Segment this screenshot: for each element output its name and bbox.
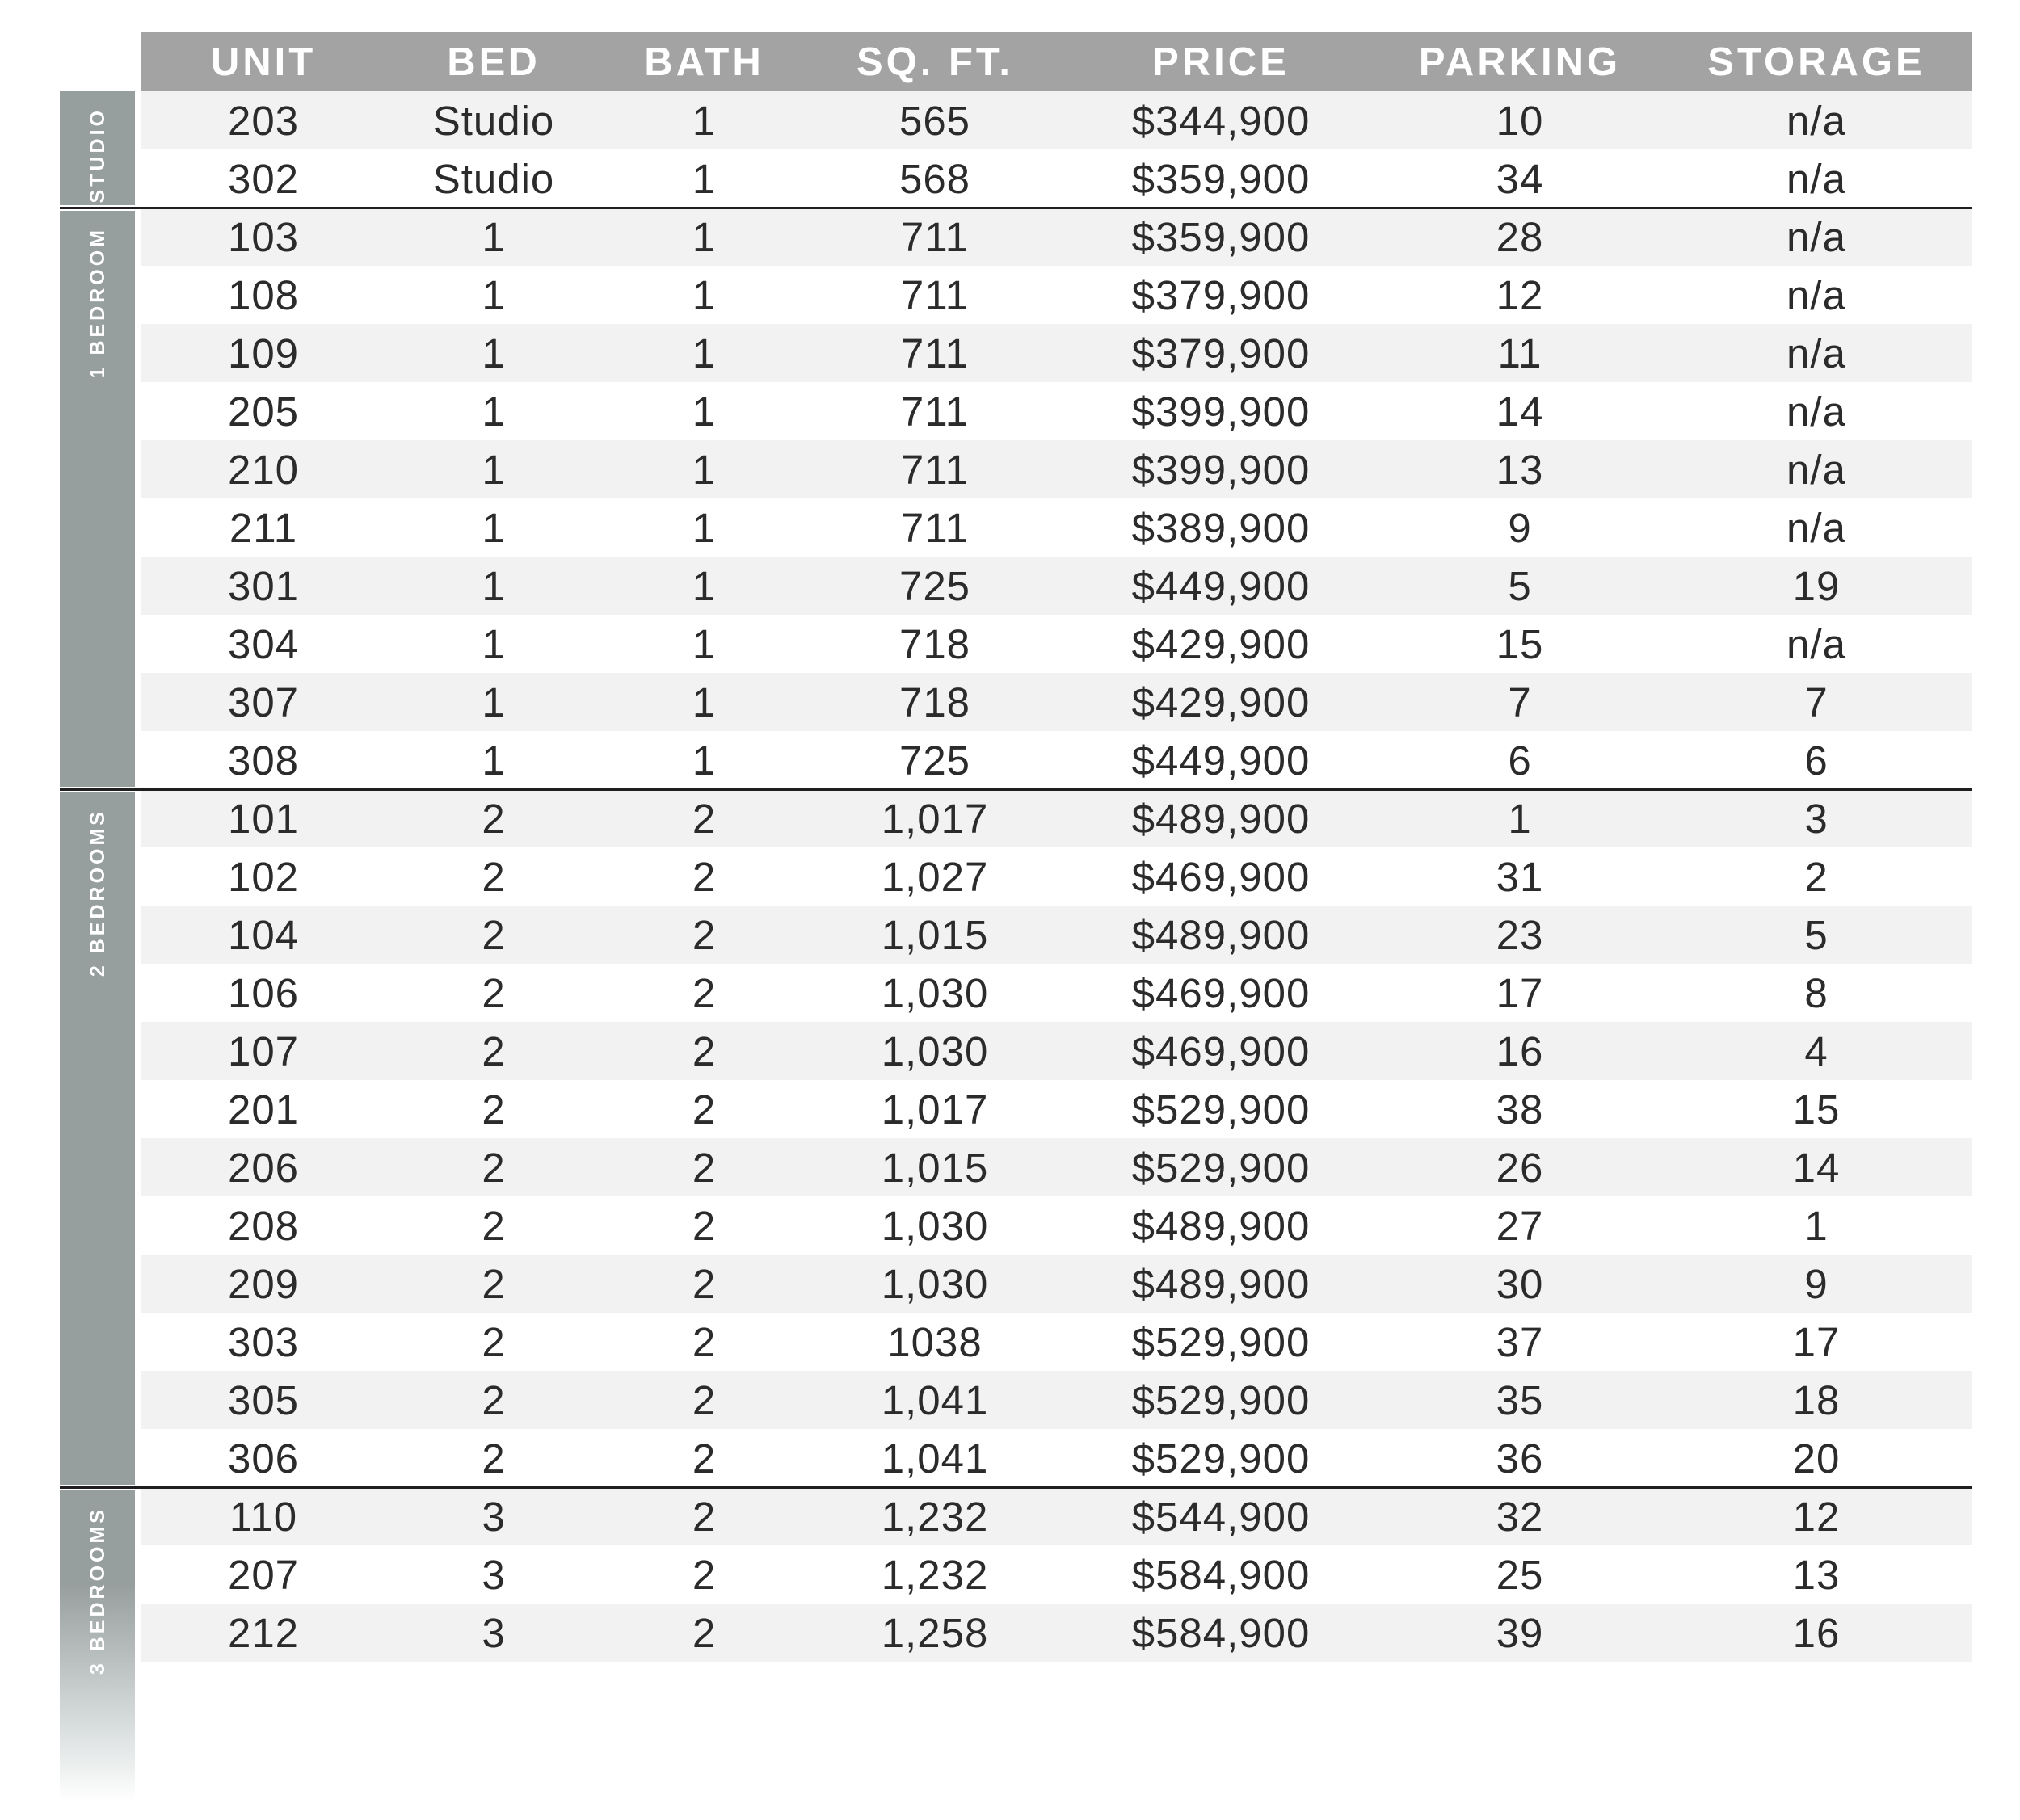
cell-bath: 1 <box>692 388 717 435</box>
cell-storage: 2 <box>1804 853 1829 900</box>
cell-unit: 102 <box>227 853 300 900</box>
cell-bed: 1 <box>482 446 506 493</box>
table-row <box>141 1545 1972 1604</box>
table-row <box>141 440 1972 498</box>
cell-price: $489,900 <box>1131 795 1311 842</box>
cell-price: $489,900 <box>1131 1260 1311 1307</box>
cell-bed: 2 <box>482 795 506 842</box>
table-row <box>141 731 1972 789</box>
cell-unit: 208 <box>227 1202 300 1249</box>
cell-bed: 1 <box>482 562 506 609</box>
cell-bed: 2 <box>482 969 506 1016</box>
cell-bed: 1 <box>482 271 506 318</box>
cell-sq-ft: 1,258 <box>881 1609 989 1656</box>
cell-parking: 5 <box>1508 562 1532 609</box>
table-row <box>141 1371 1972 1429</box>
table-row <box>141 557 1972 615</box>
cell-bath: 1 <box>692 213 717 260</box>
cell-sq-ft: 711 <box>900 446 970 493</box>
table-row <box>141 1313 1972 1371</box>
cell-price: $489,900 <box>1131 1202 1311 1249</box>
cell-bath: 2 <box>692 795 717 842</box>
cell-parking: 14 <box>1496 388 1544 435</box>
cell-price: $584,900 <box>1131 1551 1311 1598</box>
cell-bed: 1 <box>482 504 506 551</box>
cell-unit: 203 <box>227 97 300 144</box>
cell-parking: 36 <box>1496 1435 1544 1482</box>
column-header-bath: BATH <box>644 40 764 84</box>
table-row <box>141 324 1972 382</box>
cell-bed: 3 <box>482 1493 506 1540</box>
group-label-bar <box>60 91 135 205</box>
column-header-storage: STORAGE <box>1707 40 1925 84</box>
cell-bath: 2 <box>692 1202 717 1249</box>
table-row <box>141 91 1972 149</box>
cell-sq-ft: 1038 <box>887 1318 983 1365</box>
cell-unit: 110 <box>229 1493 298 1540</box>
cell-storage: 6 <box>1804 737 1829 784</box>
cell-bed: Studio <box>432 97 555 144</box>
cell-price: $529,900 <box>1131 1144 1311 1191</box>
cell-parking: 15 <box>1496 620 1544 667</box>
cell-storage: 20 <box>1792 1435 1841 1482</box>
cell-bath: 2 <box>692 1435 717 1482</box>
cell-unit: 306 <box>227 1435 300 1482</box>
cell-price: $469,900 <box>1131 969 1311 1016</box>
cell-storage: 18 <box>1792 1377 1841 1423</box>
cell-sq-ft: 568 <box>898 155 971 202</box>
cell-sq-ft: 1,030 <box>881 1028 989 1074</box>
cell-price: $399,900 <box>1131 388 1311 435</box>
cell-unit: 205 <box>227 388 300 435</box>
cell-unit: 304 <box>227 620 300 667</box>
cell-sq-ft: 1,030 <box>881 1260 989 1307</box>
cell-storage: n/a <box>1786 388 1846 435</box>
cell-price: $449,900 <box>1131 737 1311 784</box>
cell-parking: 11 <box>1497 330 1542 376</box>
group-divider <box>60 207 1972 209</box>
cell-storage: 17 <box>1792 1318 1841 1365</box>
cell-unit: 305 <box>227 1377 300 1423</box>
cell-bath: 2 <box>692 853 717 900</box>
group-divider <box>60 788 1972 791</box>
cell-price: $399,900 <box>1131 446 1311 493</box>
table-row <box>141 789 1972 847</box>
cell-unit: 109 <box>227 330 300 376</box>
cell-unit: 108 <box>227 271 300 318</box>
cell-bath: 1 <box>692 620 717 667</box>
table-row <box>141 1196 1972 1255</box>
cell-price: $529,900 <box>1131 1435 1311 1482</box>
cell-bath: 1 <box>692 330 717 376</box>
cell-price: $379,900 <box>1131 330 1311 376</box>
cell-parking: 7 <box>1508 679 1532 725</box>
table-row <box>141 208 1972 266</box>
cell-unit: 106 <box>227 969 300 1016</box>
cell-storage: 4 <box>1804 1028 1829 1074</box>
group-divider <box>60 1486 1972 1489</box>
cell-bath: 1 <box>692 97 717 144</box>
cell-bath: 1 <box>692 271 717 318</box>
cell-sq-ft: 1,030 <box>881 1202 989 1249</box>
cell-bed: 1 <box>482 679 506 725</box>
column-header-bed: BED <box>447 40 541 84</box>
cell-storage: 8 <box>1804 969 1829 1016</box>
cell-storage: 5 <box>1804 911 1829 958</box>
cell-bath: 2 <box>692 911 717 958</box>
cell-parking: 12 <box>1496 271 1544 318</box>
cell-parking: 25 <box>1496 1551 1544 1598</box>
cell-sq-ft: 1,041 <box>881 1377 989 1423</box>
cell-sq-ft: 1,030 <box>881 969 989 1016</box>
table-row <box>141 1429 1972 1487</box>
cell-parking: 16 <box>1496 1028 1544 1074</box>
cell-storage: 9 <box>1804 1260 1829 1307</box>
cell-price: $429,900 <box>1131 679 1311 725</box>
cell-parking: 32 <box>1496 1493 1544 1540</box>
cell-parking: 35 <box>1496 1377 1544 1423</box>
cell-price: $344,900 <box>1131 97 1311 144</box>
cell-bath: 2 <box>692 1086 717 1133</box>
cell-price: $429,900 <box>1131 620 1311 667</box>
cell-storage: n/a <box>1786 271 1846 318</box>
cell-parking: 1 <box>1508 795 1532 842</box>
cell-parking: 28 <box>1496 213 1544 260</box>
cell-parking: 37 <box>1496 1318 1544 1365</box>
unit-table <box>141 32 1972 1662</box>
cell-bath: 2 <box>692 969 717 1016</box>
table-row <box>141 1255 1972 1313</box>
cell-bed: 2 <box>482 853 506 900</box>
table-body <box>141 91 1972 1662</box>
cell-sq-ft: 711 <box>900 504 970 551</box>
cell-parking: 38 <box>1496 1086 1544 1133</box>
column-header-sq-ft: SQ. FT. <box>856 40 1014 84</box>
cell-price: $469,900 <box>1131 1028 1311 1074</box>
table-row <box>141 1138 1972 1196</box>
cell-unit: 211 <box>229 504 298 551</box>
cell-bed: 2 <box>482 1144 506 1191</box>
cell-storage: 15 <box>1792 1086 1841 1133</box>
cell-bed: 1 <box>482 213 506 260</box>
cell-price: $529,900 <box>1131 1377 1311 1423</box>
cell-price: $529,900 <box>1131 1318 1311 1365</box>
cell-bath: 1 <box>692 679 717 725</box>
cell-sq-ft: 711 <box>900 330 970 376</box>
cell-bed: 2 <box>482 1086 506 1133</box>
cell-storage: 19 <box>1792 562 1841 609</box>
cell-storage: n/a <box>1786 620 1846 667</box>
cell-sq-ft: 1,041 <box>881 1435 989 1482</box>
cell-unit: 206 <box>227 1144 300 1191</box>
cell-bed: 2 <box>482 1377 506 1423</box>
cell-sq-ft: 565 <box>898 97 971 144</box>
cell-bed: 2 <box>482 1028 506 1074</box>
cell-sq-ft: 718 <box>898 620 971 667</box>
cell-parking: 34 <box>1496 155 1544 202</box>
cell-bath: 1 <box>692 446 717 493</box>
cell-bed: 2 <box>482 1202 506 1249</box>
cell-unit: 302 <box>227 155 300 202</box>
cell-unit: 209 <box>227 1260 300 1307</box>
group-label: STUDIO <box>86 107 109 204</box>
cell-storage: 13 <box>1792 1551 1841 1598</box>
cell-storage: n/a <box>1786 504 1846 551</box>
cell-price: $489,900 <box>1131 911 1311 958</box>
cell-bath: 2 <box>692 1144 717 1191</box>
cell-sq-ft: 711 <box>900 271 970 318</box>
table-row <box>141 1487 1972 1545</box>
cell-unit: 107 <box>227 1028 300 1074</box>
cell-bath: 2 <box>692 1551 717 1598</box>
cell-bath: 2 <box>692 1318 717 1365</box>
table-row <box>141 382 1972 440</box>
cell-price: $359,900 <box>1131 213 1311 260</box>
cell-parking: 27 <box>1496 1202 1544 1249</box>
group-label-bar <box>60 1490 135 1801</box>
table-row <box>141 266 1972 324</box>
cell-storage: 12 <box>1792 1493 1841 1540</box>
cell-unit: 207 <box>227 1551 300 1598</box>
cell-unit: 301 <box>227 562 300 609</box>
cell-parking: 13 <box>1496 446 1544 493</box>
table-row <box>141 615 1972 673</box>
table-header <box>141 32 1972 91</box>
cell-parking: 30 <box>1496 1260 1544 1307</box>
cell-parking: 10 <box>1496 97 1544 144</box>
cell-sq-ft: 718 <box>898 679 971 725</box>
cell-bed: 3 <box>482 1551 506 1598</box>
table-row <box>141 673 1972 731</box>
cell-bed: Studio <box>432 155 555 202</box>
cell-bed: 2 <box>482 1260 506 1307</box>
cell-sq-ft: 725 <box>898 737 971 784</box>
cell-price: $389,900 <box>1131 504 1311 551</box>
group-label: 2 BEDROOMS <box>86 809 109 977</box>
cell-unit: 308 <box>227 737 300 784</box>
cell-price: $379,900 <box>1131 271 1311 318</box>
cell-price: $449,900 <box>1131 562 1311 609</box>
cell-storage: 1 <box>1804 1202 1829 1249</box>
cell-bed: 1 <box>482 388 506 435</box>
cell-storage: 16 <box>1792 1609 1841 1656</box>
table-row <box>141 847 1972 906</box>
cell-parking: 26 <box>1496 1144 1544 1191</box>
cell-bed: 1 <box>482 620 506 667</box>
cell-sq-ft: 725 <box>898 562 971 609</box>
cell-price: $544,900 <box>1131 1493 1311 1540</box>
cell-storage: n/a <box>1786 213 1846 260</box>
cell-bath: 2 <box>692 1609 717 1656</box>
cell-bath: 1 <box>692 155 717 202</box>
cell-storage: 14 <box>1792 1144 1841 1191</box>
table-row <box>141 964 1972 1022</box>
cell-parking: 6 <box>1508 737 1532 784</box>
cell-storage: n/a <box>1786 446 1846 493</box>
table-row <box>141 906 1972 964</box>
table-row <box>141 1022 1972 1080</box>
cell-sq-ft: 1,017 <box>881 795 989 842</box>
cell-parking: 9 <box>1508 504 1532 551</box>
cell-sq-ft: 1,232 <box>881 1551 989 1598</box>
group-label-bar <box>60 211 135 787</box>
cell-bed: 1 <box>482 737 506 784</box>
cell-storage: 3 <box>1804 795 1829 842</box>
cell-unit: 201 <box>227 1086 300 1133</box>
cell-sq-ft: 1,015 <box>881 911 989 958</box>
table-row <box>141 498 1972 557</box>
cell-bath: 1 <box>692 737 717 784</box>
cell-price: $469,900 <box>1131 853 1311 900</box>
cell-sq-ft: 1,232 <box>881 1493 989 1540</box>
cell-bath: 2 <box>692 1260 717 1307</box>
cell-parking: 23 <box>1496 911 1544 958</box>
cell-bed: 2 <box>482 911 506 958</box>
cell-bath: 1 <box>692 504 717 551</box>
table-row <box>141 149 1972 208</box>
cell-sq-ft: 1,027 <box>881 853 989 900</box>
group-label: 3 BEDROOMS <box>86 1507 109 1675</box>
cell-storage: n/a <box>1786 97 1846 144</box>
cell-sq-ft: 1,015 <box>881 1144 989 1191</box>
cell-bath: 1 <box>692 562 717 609</box>
cell-unit: 101 <box>227 795 300 842</box>
cell-bed: 2 <box>482 1435 506 1482</box>
cell-bed: 1 <box>482 330 506 376</box>
cell-unit: 210 <box>227 446 300 493</box>
cell-unit: 212 <box>227 1609 300 1656</box>
cell-bath: 2 <box>692 1377 717 1423</box>
cell-bed: 3 <box>482 1609 506 1656</box>
cell-price: $584,900 <box>1131 1609 1311 1656</box>
cell-sq-ft: 711 <box>900 388 970 435</box>
cell-bed: 2 <box>482 1318 506 1365</box>
cell-bath: 2 <box>692 1028 717 1074</box>
cell-unit: 303 <box>227 1318 300 1365</box>
group-label: 1 BEDROOM <box>86 227 109 379</box>
column-header-parking: PARKING <box>1418 40 1622 84</box>
column-header-price: PRICE <box>1152 40 1290 84</box>
cell-unit: 103 <box>227 213 300 260</box>
column-header-unit: UNIT <box>210 40 317 84</box>
cell-price: $359,900 <box>1131 155 1311 202</box>
cell-sq-ft: 711 <box>900 213 970 260</box>
cell-unit: 104 <box>227 911 300 958</box>
cell-bath: 2 <box>692 1493 717 1540</box>
cell-parking: 31 <box>1496 853 1544 900</box>
cell-storage: n/a <box>1786 330 1846 376</box>
group-label-bar <box>60 792 135 1485</box>
cell-sq-ft: 1,017 <box>881 1086 989 1133</box>
cell-unit: 307 <box>227 679 300 725</box>
cell-price: $529,900 <box>1131 1086 1311 1133</box>
cell-storage: n/a <box>1786 155 1846 202</box>
table-row <box>141 1604 1972 1662</box>
cell-parking: 17 <box>1496 969 1544 1016</box>
cell-storage: 7 <box>1804 679 1829 725</box>
cell-parking: 39 <box>1496 1609 1544 1656</box>
table-row <box>141 1080 1972 1138</box>
